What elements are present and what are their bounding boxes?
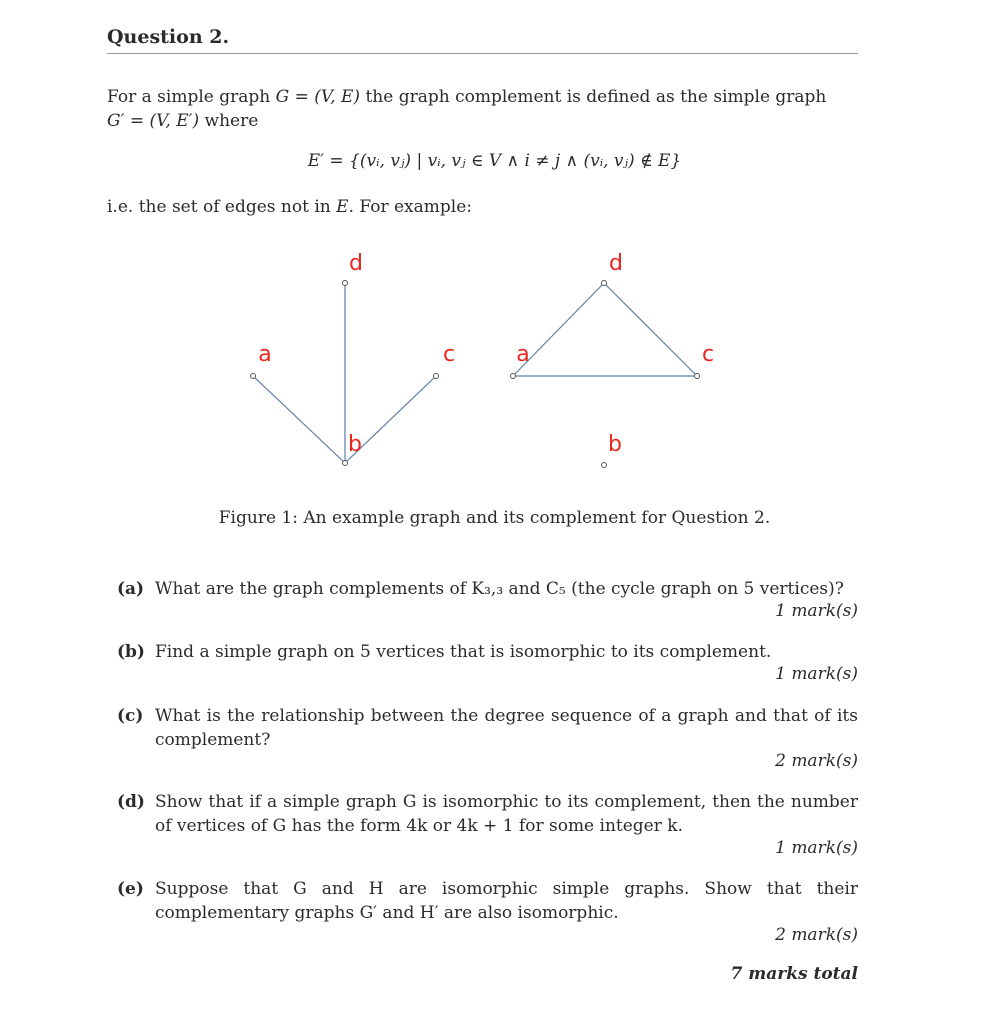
- definition-equation: E′ = {(vᵢ, vⱼ) | vᵢ, vⱼ ∈ V ∧ i ≠ j ∧ (vᵢ, vⱼ) ∉ E}: [307, 151, 682, 171]
- part-label: (a): [117, 579, 145, 599]
- part-label: (d): [117, 792, 145, 812]
- vertex-b: [343, 461, 348, 466]
- label-b: b: [608, 432, 622, 457]
- part-a-marks: 1 mark(s): [775, 601, 858, 621]
- example-math: E: [336, 197, 349, 217]
- graph-figure: [0, 240, 989, 490]
- intro-paragraph: [107, 85, 858, 133]
- title-divider: [107, 53, 858, 54]
- part-b-marks: 1 mark(s): [775, 664, 858, 684]
- vertex-c: [695, 374, 700, 379]
- label-a: a: [516, 342, 530, 367]
- marks-total: 7 marks total: [730, 964, 858, 984]
- label-c: c: [442, 342, 456, 367]
- label-d: d: [609, 251, 623, 276]
- part-text: Find a simple graph on 5 vertices that is isomorphic to its complement.: [155, 642, 772, 662]
- part-c-marks: 2 mark(s): [775, 751, 858, 771]
- part-text: Show that if a simple graph G is isomorphic to its complement, then the number of vertices of G has the form 4k or 4k + 1 for some integer k.: [155, 792, 858, 836]
- vertex-a: [251, 374, 256, 379]
- vertex-a: [511, 374, 516, 379]
- vertex-b: [602, 463, 607, 468]
- part-d-marks: 1 mark(s): [775, 838, 858, 858]
- question-title: Question 2.: [107, 26, 230, 48]
- part-c: [117, 704, 858, 752]
- vertex-c: [434, 374, 439, 379]
- intro-text-3: where: [199, 111, 259, 131]
- original-graph: [251, 251, 456, 466]
- intro-text-1: For a simple graph: [107, 87, 276, 107]
- vertex-d: [602, 281, 607, 286]
- example-intro: [107, 195, 858, 219]
- label-a: a: [258, 342, 272, 367]
- label-b: b: [348, 432, 362, 457]
- part-b: [117, 640, 858, 664]
- part-e-marks: 2 mark(s): [775, 925, 858, 945]
- label-d: d: [349, 251, 363, 276]
- intro-math-2: G′ = (V, E′): [107, 111, 200, 131]
- intro-math-1: G = (V, E): [275, 87, 361, 107]
- part-a: [117, 577, 858, 601]
- part-text: What are the graph complements of K₃,₃ and C₅ (the cycle graph on 5 vertices)?: [155, 579, 844, 599]
- example-text-1: i.e. the set of edges not in: [107, 197, 337, 217]
- part-label: (b): [117, 642, 145, 662]
- part-e: [117, 877, 858, 925]
- figure-caption: Figure 1: An example graph and its complement for Question 2.: [218, 508, 771, 528]
- example-text-2: . For example:: [348, 197, 473, 217]
- part-label: (c): [117, 706, 144, 726]
- edge-a-b: [253, 376, 345, 463]
- part-d: [117, 790, 858, 838]
- intro-text-2: the graph complement is defined as the simple graph: [360, 87, 827, 107]
- edge-d-c: [604, 283, 697, 376]
- part-label: (e): [117, 879, 144, 899]
- complement-graph: [511, 251, 715, 468]
- label-c: c: [701, 342, 715, 367]
- vertex-d: [343, 281, 348, 286]
- part-text: What is the relationship between the degree sequence of a graph and that of its complement?: [155, 706, 858, 750]
- part-text: Suppose that G and H are isomorphic simple graphs. Show that their complementary graphs G′ and H′ are also isomorphic.: [155, 879, 858, 923]
